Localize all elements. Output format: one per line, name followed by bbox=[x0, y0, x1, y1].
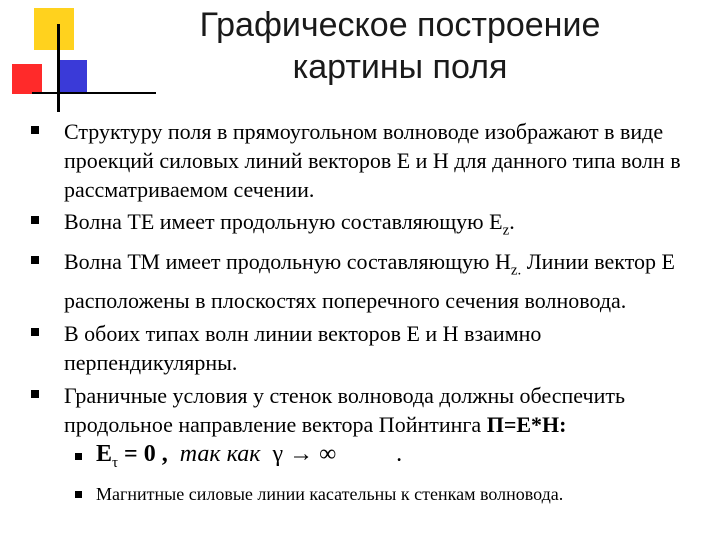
boundary-formula bbox=[96, 440, 403, 471]
bullet-list bbox=[30, 117, 700, 505]
formula-tail: . bbox=[396, 440, 403, 467]
bullet-square-icon bbox=[31, 126, 39, 134]
bullet-text-end: Линии вектор Е расположены в плоскостях поперечного сечения волновода. bbox=[64, 249, 675, 313]
bullet-text: Волна ТЕ имеет продольную составляющую Е bbox=[64, 209, 503, 234]
note-text: Магнитные силовые линии касательны к стенкам волновода. bbox=[96, 483, 564, 504]
bullet-text: Граничные условия у стенок волновода должны обеспечить продольное направление вектора Пойнтинга bbox=[64, 382, 626, 437]
bullet-square-icon bbox=[75, 453, 82, 460]
bullet-item bbox=[30, 207, 700, 245]
bullet-text: Волна ТМ имеет продольную составляющую Н bbox=[64, 249, 511, 275]
subscript: z bbox=[502, 222, 510, 239]
subscript: z. bbox=[510, 262, 522, 279]
formula-lhs: E bbox=[96, 440, 113, 467]
formula-subscript: τ bbox=[112, 454, 119, 471]
title-line-1: Графическое построение bbox=[199, 6, 601, 44]
bullet-item bbox=[30, 247, 700, 314]
formula-gamma: γ bbox=[272, 440, 284, 467]
bullet-square-icon bbox=[31, 328, 39, 336]
bullet-text: Структуру поля в прямоугольном волноводе изображают в виде проекций силовых линий векторов Е и Н для данного типа волн в рассматриваемом сечении. bbox=[64, 119, 681, 202]
arrow-icon: → bbox=[289, 440, 314, 467]
bullet-square-icon bbox=[31, 216, 39, 224]
slide-title bbox=[110, 4, 690, 88]
decor-red-square bbox=[12, 64, 42, 94]
formula-eq: = 0 , bbox=[118, 440, 168, 467]
sub-bullet-note bbox=[30, 483, 700, 505]
bullet-square-icon bbox=[31, 256, 39, 264]
bullet-item bbox=[30, 117, 700, 204]
infinity-symbol: ∞ bbox=[319, 440, 337, 467]
formula-words: так как bbox=[179, 440, 261, 467]
title-line-2: картины поля bbox=[292, 48, 508, 86]
decor-vertical-line bbox=[57, 24, 60, 112]
sub-bullet-formula bbox=[30, 439, 700, 475]
bullet-item bbox=[30, 319, 700, 377]
poynting-formula: П=Е*Н: bbox=[486, 411, 567, 437]
bullet-text: В обоих типах волн линии векторов Е и Н взаимно перпендикулярны. bbox=[64, 320, 542, 375]
bullet-square-icon bbox=[75, 491, 82, 498]
decor-yellow-square bbox=[34, 8, 74, 50]
decor-blue-square bbox=[57, 60, 87, 94]
bullet-square-icon bbox=[31, 390, 39, 398]
bullet-item bbox=[30, 381, 700, 439]
decor-horizontal-line bbox=[32, 92, 156, 94]
bullet-text-end: . bbox=[509, 209, 515, 234]
